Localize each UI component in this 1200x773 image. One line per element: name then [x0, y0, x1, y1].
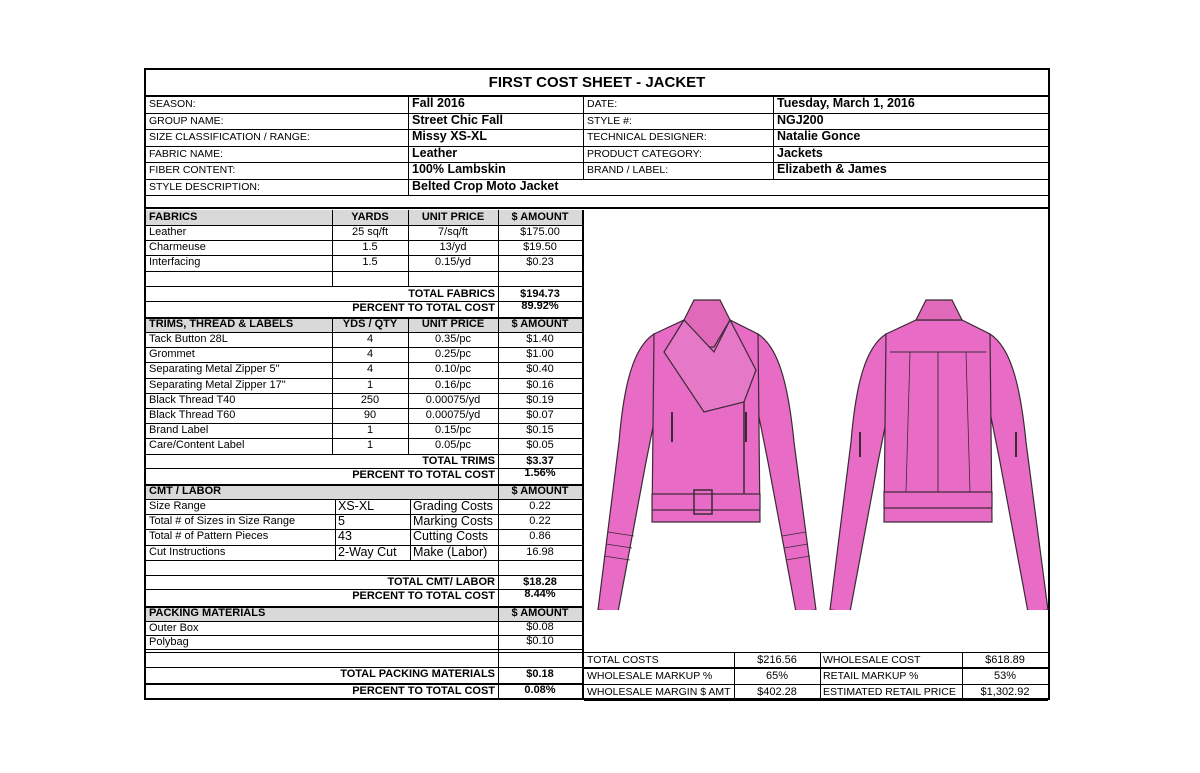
trim-qty: 4	[366, 333, 374, 345]
fabric-name: Interfacing	[149, 256, 201, 269]
cmt-value: XS-XL	[338, 499, 375, 513]
summary-label: WHOLESALE COST	[823, 654, 921, 666]
total-fabrics-value: $194.73	[520, 287, 560, 300]
section-header: TRIMS, THREAD & LABELS	[149, 318, 294, 330]
info-label: GROUP NAME:	[149, 114, 224, 127]
info-value: Street Chic Fall	[412, 112, 503, 127]
column-line	[408, 96, 409, 195]
trim-unit-price: 0.00075/yd	[425, 409, 481, 421]
info-value: Tuesday, March 1, 2016	[777, 96, 915, 110]
summary-value: $216.56	[757, 654, 797, 666]
trim-name: Tack Button 28L	[149, 333, 228, 345]
row-line	[584, 700, 1048, 701]
cmt-value: 5	[338, 514, 345, 529]
packing-item: Polybag	[149, 636, 189, 648]
info-label: STYLE DESCRIPTION:	[149, 180, 260, 193]
fabric-unit-price: 7/sq/ft	[438, 226, 468, 238]
fabric-yards: 25 sq/ft	[351, 226, 389, 238]
cmt-item: Size Range	[149, 500, 206, 512]
row-line	[146, 195, 1048, 196]
trim-qty: 4	[366, 363, 374, 376]
summary-label: WHOLESALE MARKUP %	[587, 670, 713, 682]
cmt-amount: 0.86	[529, 530, 551, 543]
trim-unit-price: 0.10/pc	[434, 363, 472, 376]
trim-name: Care/Content Label	[149, 439, 245, 452]
percent-label: PERCENT TO TOTAL COST	[352, 301, 495, 314]
info-label: STYLE #:	[587, 114, 632, 127]
column-line	[820, 652, 821, 700]
summary-label: RETAIL MARKUP %	[823, 670, 919, 682]
info-value: Fall 2016	[412, 96, 465, 110]
section-header: PACKING MATERIALS	[149, 607, 266, 619]
trim-name: Black Thread T40	[149, 393, 236, 406]
jacket-front-icon	[598, 300, 816, 610]
total-cmt-label: TOTAL CMT/ LABOR	[387, 576, 495, 588]
fabric-unit-price: 13/yd	[439, 241, 467, 254]
total-fabrics-label: TOTAL FABRICS	[408, 287, 495, 300]
column-line	[332, 317, 333, 454]
cmt-value: 2-Way Cut	[338, 544, 397, 559]
trim-amount: $1.00	[526, 348, 554, 361]
percent-value: 1.56%	[524, 466, 556, 479]
trim-unit-price: 0.16/pc	[434, 378, 472, 391]
column-line	[962, 652, 963, 700]
column-header: UNIT PRICE	[421, 211, 485, 223]
column-line	[773, 96, 774, 179]
column-header: YARDS	[351, 211, 389, 223]
column-line	[583, 96, 584, 179]
info-value: Leather	[412, 145, 458, 160]
fabric-amount: $175.00	[520, 226, 560, 238]
cmt-amount: 0.22	[529, 500, 551, 512]
percent-value: 0.08%	[524, 684, 556, 696]
packing-amount: $0.08	[526, 621, 554, 633]
trim-unit-price: 0.05/pc	[434, 439, 472, 452]
row-line	[146, 560, 582, 561]
trim-name: Black Thread T60	[149, 409, 236, 421]
info-label: FABRIC NAME:	[149, 147, 224, 160]
trim-unit-price: 0.25/pc	[434, 348, 472, 361]
column-header: $ AMOUNT	[511, 607, 569, 619]
cmt-amount: 16.98	[526, 545, 554, 558]
column-line	[332, 210, 333, 286]
column-line	[335, 499, 336, 560]
cmt-amount: 0.22	[529, 515, 551, 528]
summary-value: $618.89	[985, 654, 1025, 666]
total-packing-label: TOTAL PACKING MATERIALS	[340, 668, 495, 680]
packing-amount: $0.10	[526, 635, 554, 647]
fabric-amount: $19.50	[523, 241, 557, 254]
info-value: Jackets	[777, 145, 823, 160]
trim-amount: $0.07	[526, 409, 554, 421]
trim-qty: 250	[360, 393, 380, 406]
trim-amount: $1.40	[526, 333, 554, 345]
column-line	[734, 652, 735, 700]
column-header: YDS / QTY	[342, 318, 398, 330]
packing-item: Outer Box	[149, 622, 199, 634]
info-label: PRODUCT CATEGORY:	[587, 147, 702, 160]
trim-qty: 90	[363, 409, 377, 421]
info-value: Natalie Gonce	[777, 129, 861, 143]
trim-amount: $0.15	[526, 424, 554, 437]
info-label: FIBER CONTENT:	[149, 164, 236, 176]
trim-name: Separating Metal Zipper 17"	[149, 378, 286, 391]
summary-value: $402.28	[757, 686, 797, 698]
sheet-title: FIRST COST SHEET - JACKET	[488, 74, 706, 91]
cmt-item: Cut Instructions	[149, 545, 226, 558]
trim-amount: $0.19	[526, 393, 554, 406]
percent-label: PERCENT TO TOTAL COST	[352, 590, 495, 602]
trim-unit-price: 0.15/pc	[434, 424, 472, 437]
info-value: Missy XS-XL	[412, 129, 488, 143]
trim-qty: 4	[366, 348, 374, 361]
percent-label: PERCENT TO TOTAL COST	[352, 685, 495, 697]
trim-unit-price: 0.35/pc	[434, 333, 472, 345]
section-header: CMT / LABOR	[149, 485, 222, 497]
cost-sheet	[144, 68, 1050, 700]
percent-label: PERCENT TO TOTAL COST	[352, 468, 495, 481]
info-value: Elizabeth & James	[777, 162, 887, 176]
trim-unit-price: 0.00075/yd	[425, 393, 481, 406]
cmt-cost-label: Grading Costs	[413, 499, 493, 513]
column-header: $ AMOUNT	[511, 211, 569, 223]
trim-name: Brand Label	[149, 424, 209, 437]
fabric-name: Charmeuse	[149, 241, 206, 254]
column-header: UNIT PRICE	[421, 318, 485, 330]
fabric-yards: 1.5	[362, 256, 378, 269]
info-value: Belted Crop Moto Jacket	[412, 178, 559, 193]
trim-qty: 1	[366, 439, 374, 452]
column-header: $ AMOUNT	[511, 485, 569, 497]
total-trims-label: TOTAL TRIMS	[422, 454, 495, 467]
cmt-value: 43	[338, 529, 352, 544]
info-label: TECHNICAL DESIGNER:	[587, 131, 707, 143]
jacket-illustrations	[594, 292, 1050, 610]
trim-amount: $0.40	[526, 363, 554, 376]
summary-value: 53%	[993, 670, 1017, 682]
trim-qty: 1	[366, 378, 374, 391]
info-value: NGJ200	[777, 112, 824, 127]
summary-value: 65%	[765, 670, 789, 682]
percent-value: 89.92%	[521, 299, 559, 312]
column-line	[408, 210, 409, 286]
row-line	[146, 649, 582, 650]
fabric-unit-price: 0.15/yd	[434, 256, 472, 269]
trim-qty: 1	[366, 424, 374, 437]
column-line	[498, 210, 499, 698]
percent-value: 8.44%	[524, 588, 556, 600]
column-line	[408, 317, 409, 454]
cmt-cost-label: Make (Labor)	[413, 544, 488, 559]
trim-name: Separating Metal Zipper 5"	[149, 363, 280, 376]
cmt-cost-label: Marking Costs	[413, 514, 493, 529]
fabric-yards: 1.5	[362, 241, 378, 254]
info-label: SIZE CLASSIFICATION / RANGE:	[149, 131, 310, 143]
row-line	[146, 271, 582, 272]
cmt-item: Total # of Pattern Pieces	[149, 530, 269, 543]
info-label: SEASON:	[149, 98, 196, 110]
summary-label: TOTAL COSTS	[587, 654, 659, 666]
trim-amount: $0.16	[526, 378, 554, 391]
fabric-name: Leather	[149, 226, 187, 238]
column-line	[582, 210, 584, 698]
section-header: FABRICS	[149, 211, 198, 223]
fabric-amount: $0.23	[526, 256, 554, 269]
info-label: BRAND / LABEL:	[587, 164, 669, 176]
column-line	[410, 499, 411, 560]
row-line	[146, 207, 1048, 209]
cmt-cost-label: Cutting Costs	[413, 529, 489, 544]
column-header: $ AMOUNT	[511, 318, 569, 330]
info-label: DATE:	[587, 98, 618, 110]
summary-label: ESTIMATED RETAIL PRICE	[823, 686, 956, 698]
summary-label: WHOLESALE MARGIN $ AMT	[587, 686, 731, 698]
info-value: 100% Lambskin	[412, 162, 506, 176]
cmt-item: Total # of Sizes in Size Range	[149, 515, 296, 528]
trim-name: Grommet	[149, 348, 195, 361]
summary-value: $1,302.92	[980, 686, 1030, 698]
total-cmt-value: $18.28	[523, 576, 557, 588]
total-packing-value: $0.18	[526, 668, 554, 680]
total-trims-value: $3.37	[526, 454, 554, 467]
trim-amount: $0.05	[526, 439, 554, 452]
jacket-back-icon	[830, 300, 1048, 610]
